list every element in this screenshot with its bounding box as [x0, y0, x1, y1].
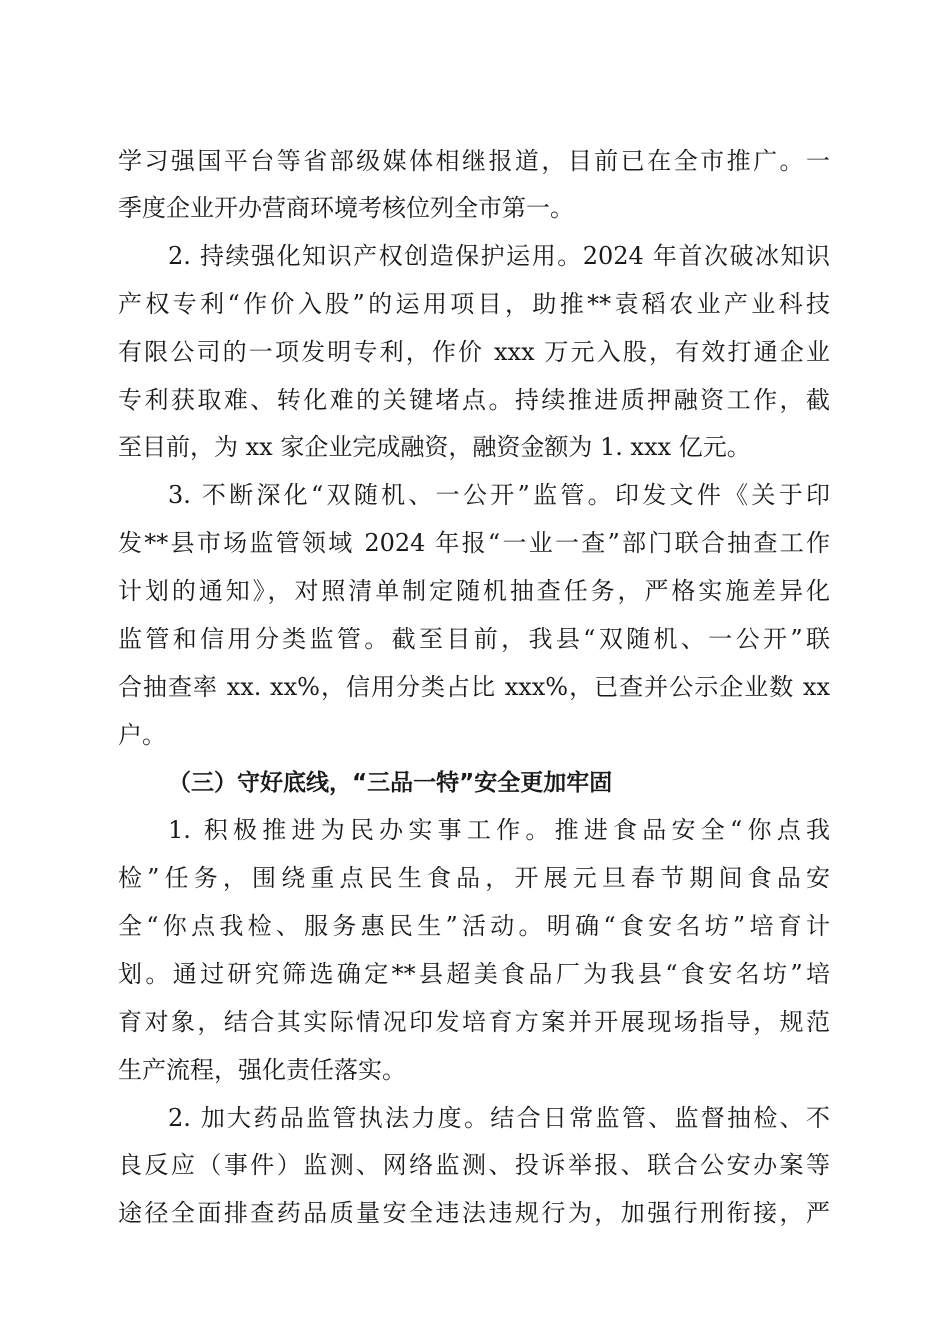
paragraph-line: 3. 不断深化“双随机、一公开”监管。印发文件《关于印 [168, 481, 830, 509]
paragraph-line: 监管和信用分类监管。截至目前，我县“双随机、一公开”联 [118, 625, 830, 653]
paragraph-line: 季度企业开办营商环境考核位列全市第一。 [118, 194, 574, 222]
paragraph-line: 发**县市场监管领域 2024 年报“一业一查”部门联合抽查工作 [118, 529, 830, 557]
paragraph-line: 途径全面排查药品质量安全违法违规行为，加强行刑衔接，严 [118, 1199, 830, 1227]
paragraph-line: 有限公司的一项发明专利，作价 xxx 万元入股，有效打通企业 [118, 338, 830, 366]
paragraph-line: 至目前，为 xx 家企业完成融资，融资金额为 1. xxx 亿元。 [118, 433, 751, 461]
paragraph-line: 学习强国平台等省部级媒体相继报道，目前已在全市推广。一 [118, 147, 830, 175]
paragraph-line: 户。 [118, 721, 166, 749]
paragraph-line: 计划的通知》，对照清单制定随机抽查任务，严格实施差异化 [118, 577, 830, 605]
section-heading: （三）守好底线，“三品一特”安全更加牢固 [168, 770, 613, 796]
paragraph-line: 1. 积极推进为民办实事工作。推进食品安全“你点我 [168, 816, 830, 844]
paragraph-line: 全“你点我检、服务惠民生”活动。明确“食安名坊”培育计 [118, 912, 830, 940]
paragraph-line: 2. 持续强化知识产权创造保护运用。2024 年首次破冰知识 [168, 242, 830, 270]
paragraph-line: 检”任务，围绕重点民生食品，开展元旦春节期间食品安 [118, 864, 830, 892]
paragraph-line: 专利获取难、转化难的关键堵点。持续推进质押融资工作，截 [118, 386, 830, 414]
paragraph-line: 划。通过研究筛选确定**县超美食品厂为我县“食安名坊”培 [118, 960, 830, 988]
paragraph-line: 2. 加大药品监管执法力度。结合日常监管、监督抽检、不 [168, 1104, 830, 1132]
paragraph-line: 合抽查率 xx. xx%，信用分类占比 xxx%，已查并公示企业数 xx [118, 673, 830, 701]
paragraph-line: 生产流程，强化责任落实。 [118, 1056, 406, 1084]
paragraph-line: 产权专利“作价入股”的运用项目，助推**袁稻农业产业科技 [118, 290, 830, 318]
paragraph-line: 良反应（事件）监测、网络监测、投诉举报、联合公安办案等 [118, 1151, 830, 1179]
paragraph-line: 育对象，结合其实际情况印发培育方案并开展现场指导，规范 [118, 1008, 830, 1036]
